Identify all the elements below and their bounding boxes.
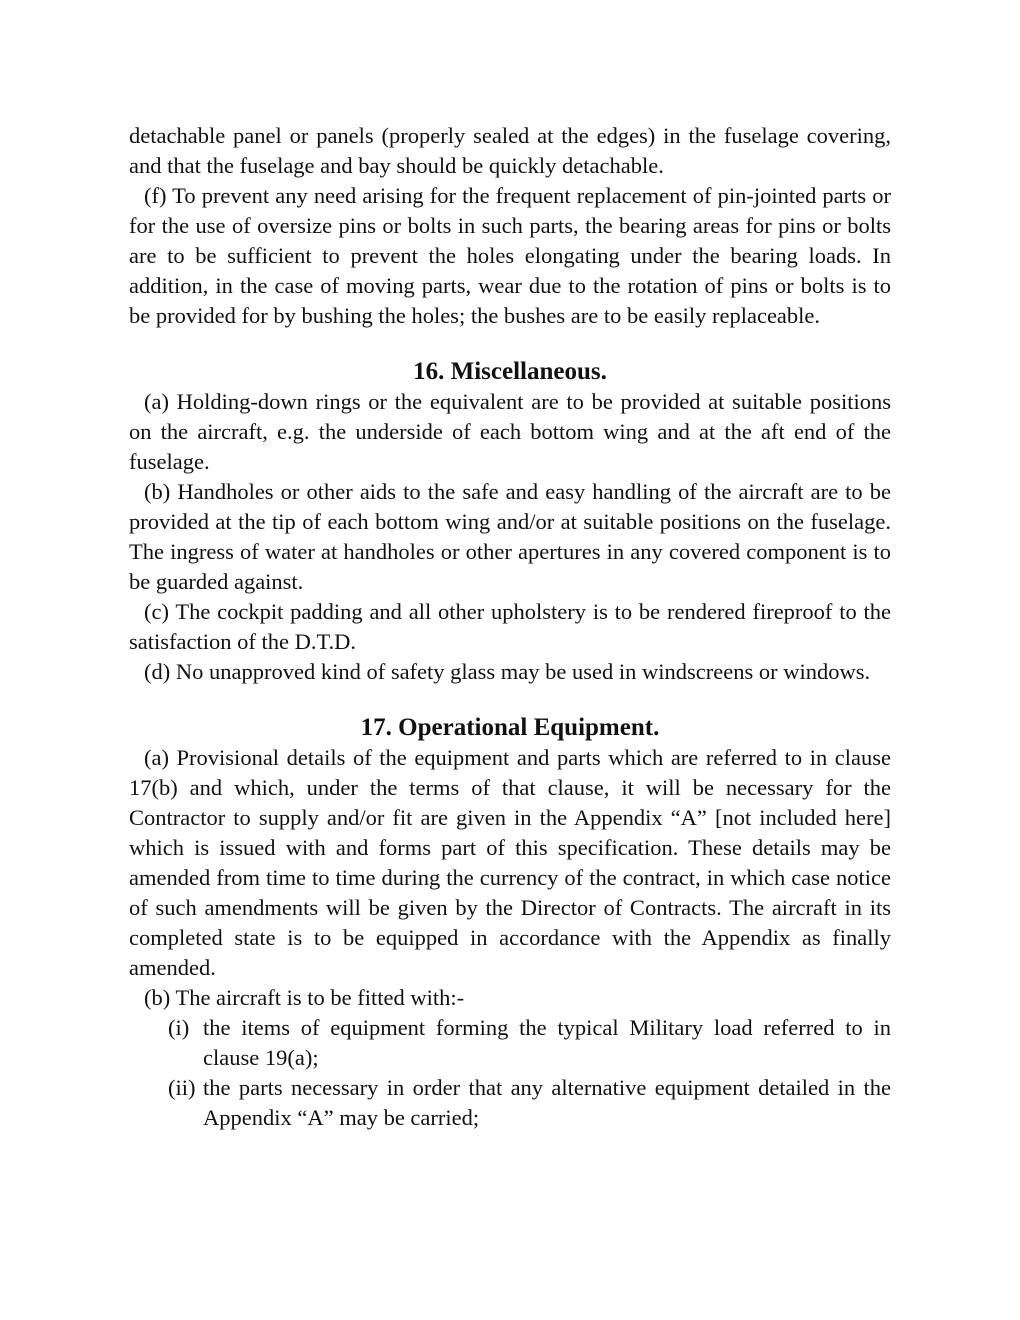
list-text-ii: the parts necessary in order that any alternative equipment detailed in the Appendix “A” may be carried; xyxy=(203,1075,891,1130)
section-16-paragraph-d: (d) No unapproved kind of safety glass may be used in windscreens or windows. xyxy=(144,659,871,684)
section-16-paragraph-c: (c) The cockpit padding and all other upholstery is to be rendered fireproof to the satisfaction of the D.T.D. xyxy=(129,599,891,654)
section-17-heading: 17. Operational Equipment. xyxy=(360,714,660,741)
paragraph-continuation: detachable panel or panels (properly sealed at the edges) in the fuselage covering, and that the fuselage and bay should be quickly detachable. xyxy=(129,123,891,178)
section-16-paragraph-b: (b) Handholes or other aids to the safe and easy handling of the aircraft are to be provided at the tip of each bottom wing and/or at suitable positions on the fuselage. The ingress of water at handholes or other apertures in any covered component is to be guarded against. xyxy=(129,479,891,594)
section-16-heading: 16. Miscellaneous. xyxy=(413,358,607,385)
list-marker-ii: (ii) xyxy=(168,1075,196,1100)
paragraph-f: (f) To prevent any need arising for the frequent replacement of pin-jointed parts or for the use of oversize pins or bolts in such parts, the bearing areas for pins or bolts are to be sufficient to prevent the holes elongating under the bearing loads. In addition, in the case of moving parts, wear due to the rotation of pins or bolts is to be provided for by bushing the holes; the bushes are to be easily replaceable. xyxy=(129,183,891,328)
list-item-ii xyxy=(168,1073,891,1133)
document-page xyxy=(129,121,891,1133)
section-17-paragraph-a: (a) Provisional details of the equipment and parts which are referred to in clause 17(b) and which, under the terms of that clause, it will be necessary for the Contractor to supply and/or fit are given in the Appendix “A” [not included here] which is issued with and forms part of this specification. These details may be amended from time to time during the currency of the contract, in which case notice of such amendments will be given by the Director of Contracts. The aircraft in its completed state is to be equipped in accordance with the Appendix as finally amended. xyxy=(129,745,891,980)
section-17-paragraph-b: (b) The aircraft is to be fitted with:- xyxy=(144,985,465,1010)
list-marker-i: (i) xyxy=(168,1015,190,1040)
section-16-paragraph-a: (a) Holding-down rings or the equivalent are to be provided at suitable positions on the aircraft, e.g. the underside of each bottom wing and at the aft end of the fuselage. xyxy=(129,389,891,474)
list-text-i: the items of equipment forming the typical Military load referred to in clause 19(a); xyxy=(203,1015,891,1070)
list-item-i xyxy=(168,1013,891,1073)
